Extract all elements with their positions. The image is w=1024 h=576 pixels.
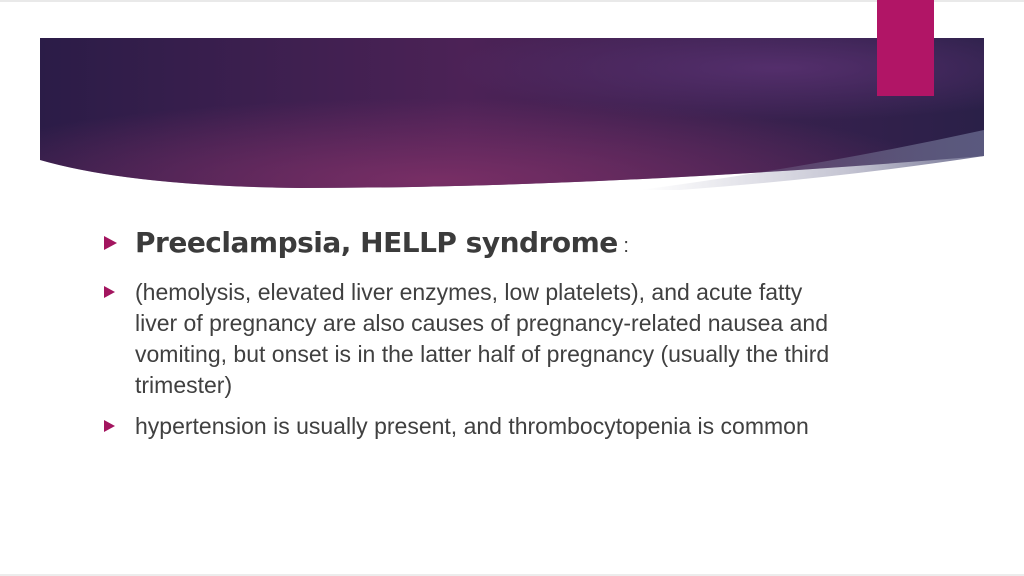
header-banner bbox=[40, 38, 984, 190]
triangle-right-icon bbox=[104, 420, 115, 432]
bullet-heading: Preeclampsia, HELLP syndrome bbox=[135, 226, 618, 259]
bullet-item bbox=[104, 411, 844, 442]
accent-tab bbox=[877, 0, 934, 96]
top-border bbox=[0, 0, 1024, 2]
banner-graphic bbox=[40, 38, 984, 190]
triangle-right-icon bbox=[104, 286, 115, 298]
bullet-heading-suffix: : bbox=[617, 235, 629, 257]
bullet-list bbox=[104, 224, 844, 442]
bullet-text: hypertension is usually present, and thrombocytopenia is common bbox=[135, 413, 809, 439]
triangle-right-icon bbox=[104, 236, 117, 250]
bullet-item bbox=[104, 224, 844, 265]
bullet-text: (hemolysis, elevated liver enzymes, low platelets), and acute fatty liver of pregnancy are also causes of pregnancy-related nausea and vomiting, but onset is in the latter half of pregnancy (usually the third trimester) bbox=[135, 279, 830, 398]
bullet-item bbox=[104, 277, 844, 401]
